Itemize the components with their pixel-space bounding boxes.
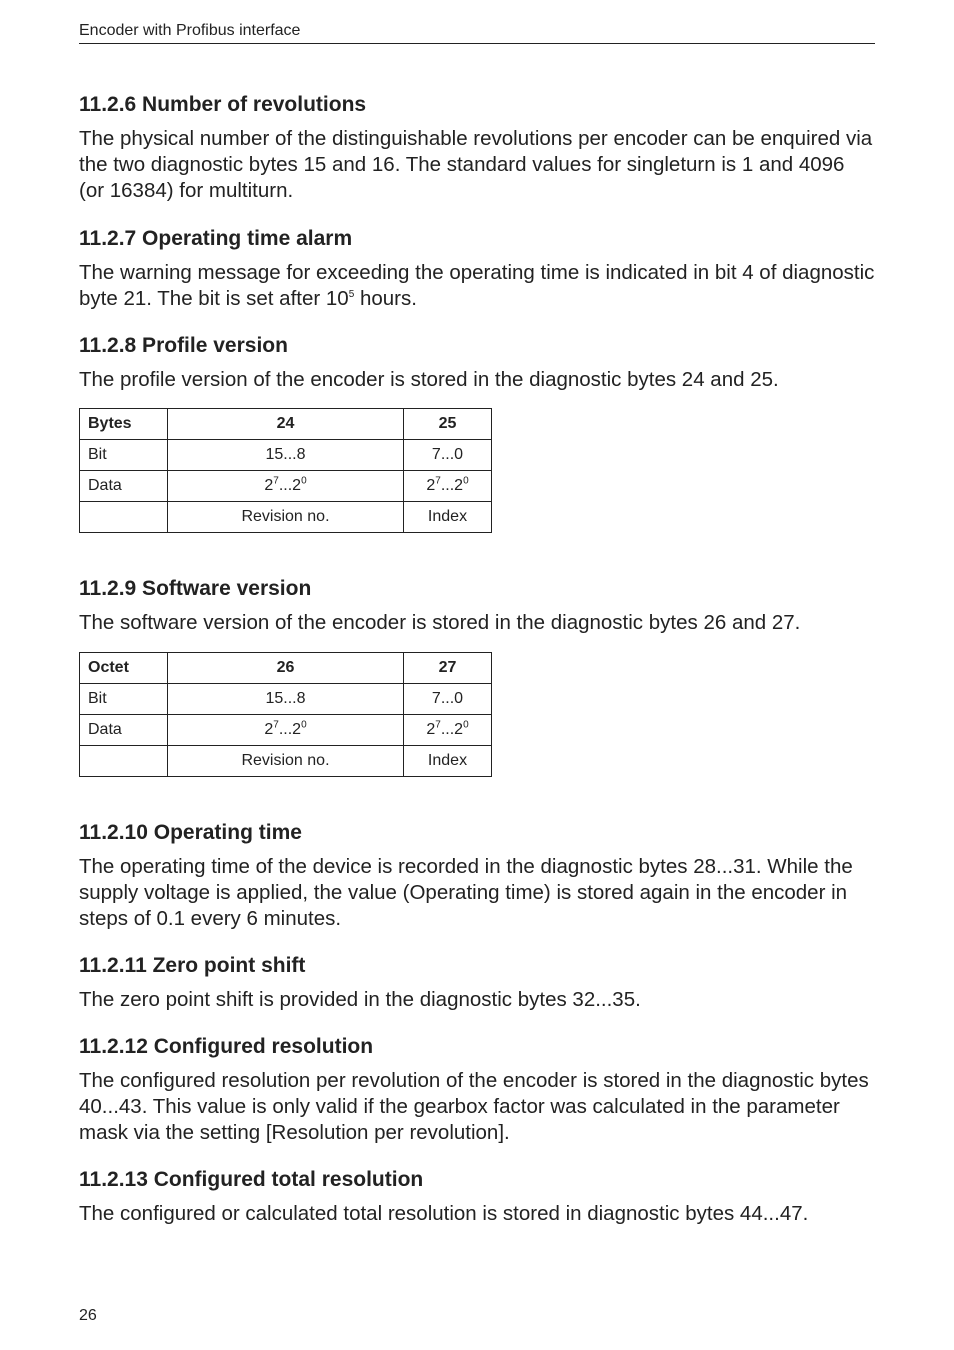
running-header: Encoder with Profibus interface	[79, 22, 875, 44]
table-header-cell: 27	[404, 653, 492, 684]
section-heading: 11.2.10 Operating time	[79, 821, 302, 844]
table-cell: Data	[80, 715, 168, 746]
table-header-cell: 25	[404, 409, 492, 440]
table-cell	[80, 746, 168, 777]
table-header-cell: Bytes	[80, 409, 168, 440]
table-cell: Revision no.	[168, 502, 404, 533]
section-heading: 11.2.8 Profile version	[79, 334, 288, 357]
table-cell: $2^7...2^0$	[168, 715, 404, 746]
table-cell: 15...8	[168, 440, 404, 471]
section-profile-version	[79, 333, 875, 393]
table-cell: 7...0	[404, 440, 492, 471]
section-operating-time	[79, 820, 875, 932]
table-header-cell: 26	[168, 653, 404, 684]
section-body: The configured or calculated total resolution is stored in diagnostic bytes 44...47.	[79, 1202, 809, 1225]
table-cell: $2^7...2^0$	[404, 715, 492, 746]
table-cell: Data	[80, 471, 168, 502]
table-cell: Bit	[80, 440, 168, 471]
table-row	[80, 684, 492, 715]
section-body: The physical number of the distinguishable revolutions per encoder can be enquired via the two diagnostic bytes 15 and 16. The standard values for singleturn is 1 and 4096 (or 16384) for multiturn.	[79, 127, 873, 202]
table-cell: $2^7...2^0$	[404, 471, 492, 502]
table-cell: Bit	[80, 684, 168, 715]
table-row	[80, 746, 492, 777]
section-body: The warning message for exceeding the operating time is indicated in bit 4 of diagnostic byte 21. The bit is set after $10^5$ hours.	[79, 261, 875, 310]
table-cell: Index	[404, 746, 492, 777]
section-body: The operating time of the device is recorded in the diagnostic bytes 28...31. While the supply voltage is applied, the value (Operating time) is stored again in the encoder in steps of 0.1 every 6 minutes.	[79, 855, 853, 930]
section-heading: 11.2.11 Zero point shift	[79, 954, 306, 977]
table-row	[80, 653, 492, 684]
section-configured-total-resolution	[79, 1167, 875, 1227]
section-operating-time-alarm	[79, 226, 875, 312]
table-row	[80, 440, 492, 471]
section-body: The profile version of the encoder is stored in the diagnostic bytes 24 and 25.	[79, 368, 779, 391]
table-cell: Revision no.	[168, 746, 404, 777]
section-zero-point-shift	[79, 953, 875, 1013]
table-cell: Index	[404, 502, 492, 533]
table-row	[80, 502, 492, 533]
page-number: 26	[79, 1307, 97, 1324]
section-software-version	[79, 576, 875, 636]
section-configured-resolution	[79, 1034, 875, 1146]
profile-version-table	[79, 408, 492, 533]
table-header-cell: Octet	[80, 653, 168, 684]
section-heading: 11.2.9 Software version	[79, 577, 312, 600]
section-heading: 11.2.7 Operating time alarm	[79, 227, 353, 250]
table-cell: 15...8	[168, 684, 404, 715]
table-row	[80, 471, 492, 502]
table-cell: 7...0	[404, 684, 492, 715]
section-heading: 11.2.12 Configured resolution	[79, 1035, 374, 1058]
table-row	[80, 715, 492, 746]
section-number-of-revolutions	[79, 92, 875, 204]
table-cell	[80, 502, 168, 533]
section-heading: 11.2.13 Configured total resolution	[79, 1168, 424, 1191]
section-body: The zero point shift is provided in the diagnostic bytes 32...35.	[79, 988, 641, 1011]
superscript-exponent: 5	[348, 289, 355, 301]
section-heading: 11.2.6 Number of revolutions	[79, 93, 367, 116]
table-header-cell: 24	[168, 409, 404, 440]
section-body: The configured resolution per revolution of the encoder is stored in the diagnostic bytes 40...43. This value is only valid if the gearbox factor was calculated in the parameter mask via the setting [Resolution per revolution].	[79, 1069, 869, 1144]
table-cell: $2^7...2^0$	[168, 471, 404, 502]
section-body: The software version of the encoder is stored in the diagnostic bytes 26 and 27.	[79, 611, 801, 634]
table-row	[80, 409, 492, 440]
software-version-table	[79, 652, 492, 777]
